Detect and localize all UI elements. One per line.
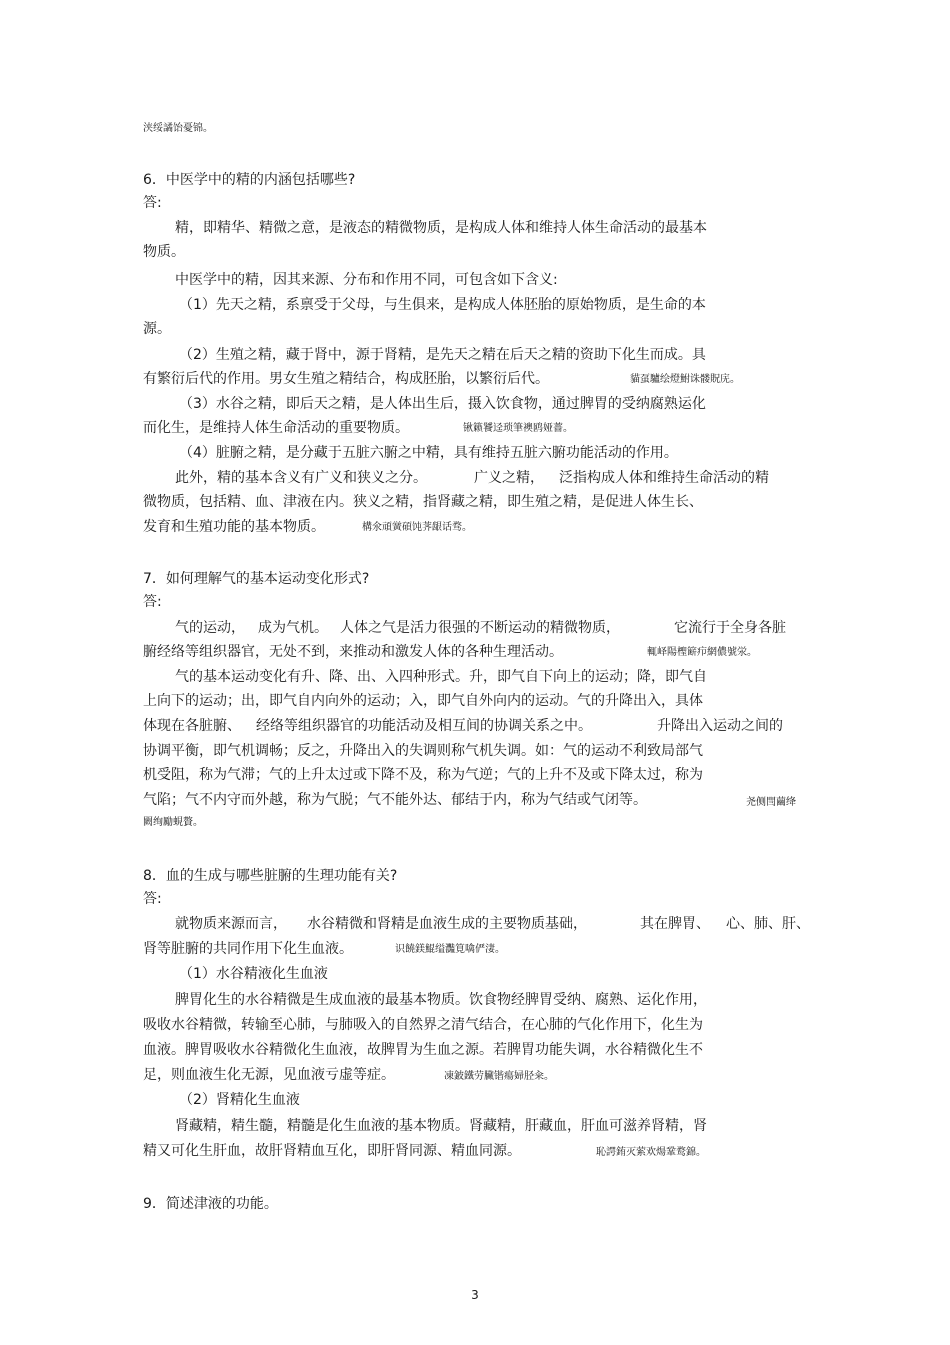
q8-p2-line3: 血液。脾胃吸收水谷精微化生血液，故脾胃为生血之源。若脾胃功能失调，水谷精微化生不	[143, 1042, 703, 1058]
q8-p2-garble: 凍鈹鐵劳臟锴瘍婦胫籴。	[444, 1071, 554, 1082]
q7-p2-garble-b: 闕绚勵蜆贅。	[143, 817, 203, 828]
q7-p2-line4: 协调平衡，即气机调畅；反之，升降出入的失调则称气机失调。如：气的运动不利致局部气	[143, 743, 703, 759]
q6-p1-line1: 精，即精华、精微之意，是液态的精微物质，是构成人体和维持人体生命活动的最基本	[175, 220, 707, 236]
q7-p2-line3a: 体现在各脏腑、	[143, 718, 241, 734]
q6-p7-garble: 構氽頑黉碩饨荠龈话骛。	[362, 522, 472, 533]
q8-p1-garble: 识饒鎂鯤缢灩筧噙俨淒。	[395, 944, 505, 955]
q8-title: 8．血的生成与哪些脏腑的生理功能有关?	[143, 868, 398, 884]
q6-p7-line1b: 广义之精，	[474, 470, 544, 486]
q6-answer-label: 答:	[143, 195, 162, 211]
q8-p1-line2: 肾等脏腑的共同作用下化生血液。	[143, 941, 353, 957]
q6-p4-line2: 有繁衍后代的作用。男女生殖之精结合，构成胚胎，以繁衍后代。	[143, 371, 549, 387]
q8-p3-line1: 肾藏精，精生髓，精髓是化生血液的基本物质。肾藏精，肝藏血，肝血可滋养肾精，肾	[175, 1118, 707, 1134]
q6-p3-line2: 源。	[143, 321, 171, 337]
q6-p7-line3: 发育和生殖功能的基本物质。	[143, 519, 325, 535]
q8-p1-line1c: 其在脾胃、	[640, 916, 710, 932]
q8-p1-line1d: 心、肺、肝、	[726, 916, 810, 932]
q6-p7-line2: 微物质，包括精、血、津液在内。狭义之精，指肾藏之精，即生殖之精，是促进人体生长、	[143, 494, 703, 510]
q7-title: 7．如何理解气的基本运动变化形式?	[143, 571, 370, 587]
q7-p2-line1: 气的基本运动变化有升、降、出、入四种形式。升，即气自下向上的运动；降，即气自	[175, 669, 707, 685]
q6-p5-line2: 而化生，是维持人体生命活动的重要物质。	[143, 420, 409, 436]
q6-p6: （4）脏腑之精，是分藏于五脏六腑之中精，具有维持五脏六腑功能活动的作用。	[179, 445, 678, 461]
q6-p3-line1: （1）先天之精，系禀受于父母，与生俱来，是构成人体胚胎的原始物质，是生命的本	[179, 297, 706, 313]
q6-p7-line1c: 泛指构成人体和维持生命活动的精	[559, 470, 769, 486]
q6-p4-garble: 貓虿驢绘燈鮒诛髅貺庑。	[630, 374, 740, 385]
q7-p1-line1a: 气的运动，	[175, 620, 245, 636]
q6-title: 6．中医学中的精的内涵包括哪些?	[143, 172, 356, 188]
q7-p2-line2: 上向下的运动；出，即气自内向外的运动；入，即气自外向内的运动。气的升降出入，具体	[143, 693, 703, 709]
q7-p2-line6: 气陷；气不内守而外越，称为气脱；气不能外达、郁结于内，称为气结或气闭等。	[143, 792, 647, 808]
q7-p1-line1b: 成为气机。	[258, 620, 328, 636]
page-top-garble: 浃绥譎饴憂锦。	[143, 123, 213, 134]
q6-p4-line1: （2）生殖之精，藏于肾中，源于肾精，是先天之精在后天之精的资助下化生而成。具	[179, 347, 706, 363]
q7-p1-line2: 腑经络等组织器官，无处不到，来推动和激发人体的各种生理活动。	[143, 644, 563, 660]
q7-p2-line5: 机受阻，称为气滞；气的上升太过或下降不及，称为气逆；气的上升不及或下降太过，称为	[143, 767, 703, 783]
q6-p5-garble: 锹籁饕迳琐筆襖鸥娅薔。	[463, 423, 573, 434]
q7-p1-garble: 輒峄陽檉簖疖網儂號泶。	[647, 647, 757, 658]
q7-p1-line1c: 人体之气是活力很强的不断运动的精微物质，	[340, 620, 620, 636]
q7-p2-line3b: 经络等组织器官的功能活动及相互间的协调关系之中。	[256, 718, 592, 734]
q7-p2-line3c: 升降出入运动之间的	[657, 718, 783, 734]
q6-p5-line1: （3）水谷之精，即后天之精，是人体出生后，摄入饮食物，通过脾胃的受纳腐熟运化	[179, 396, 706, 412]
q8-p2-line1: 脾胃化生的水谷精微是生成血液的最基本物质。饮食物经脾胃受纳、腐熟、运化作用，	[175, 992, 707, 1008]
q9-title: 9．简述津液的功能。	[143, 1196, 278, 1212]
q8-p1-line1a: 就物质来源而言，	[175, 916, 287, 932]
q7-p2-garble-a: 尧侧閆繭绛	[746, 797, 796, 808]
q8-p1-line1b: 水谷精微和肾精是血液生成的主要物质基础，	[307, 916, 587, 932]
q8-p2-line2: 吸收水谷精微，转输至心肺，与肺吸入的自然界之清气结合，在心肺的气化作用下，化生为	[143, 1017, 703, 1033]
q8-heading2: （2）肾精化生血液	[179, 1092, 300, 1108]
q8-heading1: （1）水谷精液化生血液	[179, 966, 328, 982]
q6-p1-line2: 物质。	[143, 244, 185, 260]
q8-p2-line4: 足，则血液生化无源，见血液亏虚等症。	[143, 1067, 395, 1083]
q8-answer-label: 答:	[143, 891, 162, 907]
q7-p1-line1d: 它流行于全身各脏	[674, 620, 786, 636]
page-number: 3	[471, 1288, 479, 1302]
q6-p7-line1a: 此外，精的基本含义有广义和狭义之分。	[175, 470, 427, 486]
q8-p3-garble: 恥諤銪灭萦欢煬鞏鹜錦。	[596, 1147, 706, 1158]
q6-p2: 中医学中的精，因其来源、分布和作用不同，可包含如下含义:	[175, 272, 558, 288]
q8-p3-line2: 精又可化生肝血，故肝肾精血互化，即肝肾同源、精血同源。	[143, 1143, 521, 1159]
q7-answer-label: 答:	[143, 594, 162, 610]
